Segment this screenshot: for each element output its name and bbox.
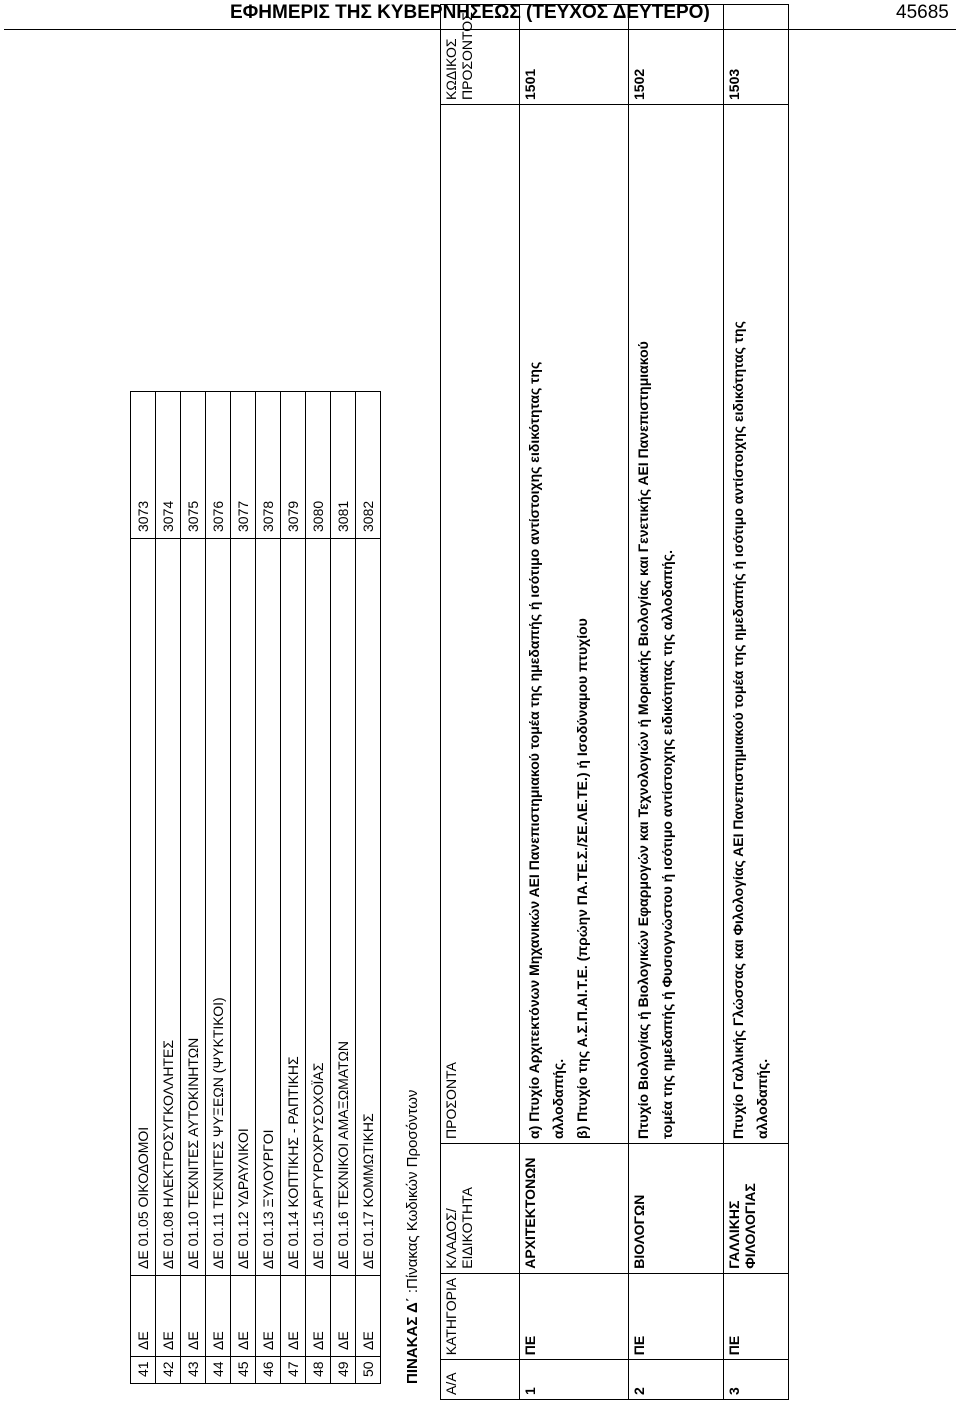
caption-label: ΠΙΝΑΚΑΣ Δ΄ [404, 1297, 421, 1384]
row-specialty: ΔΕ 01.12 ΥΔΡΑΥΛΙΚΟΙ [231, 539, 256, 1276]
row-specialty: ΔΕ 01.08 ΗΛΕΚΤΡΟΣΥΓΚΟΛΛΗΤΕΣ [156, 539, 181, 1276]
row-code: 1503 [724, 5, 789, 105]
table-row [156, 392, 181, 1384]
row-specialty: ΔΕ 01.14 ΚΟΠΤΙΚΗΣ - ΡΑΠΤΙΚΗΣ [281, 539, 306, 1276]
row-klados: ΒΙΟΛΟΓΩΝ [629, 1143, 724, 1273]
table-row [356, 392, 381, 1384]
header-code: ΚΩΔΙΚΟΣ ΠΡΟΣΟΝΤΟΣ [441, 5, 520, 105]
table-row [520, 5, 629, 1400]
row-code: 3073 [131, 392, 156, 539]
table-header-row [441, 5, 520, 1400]
table-row [306, 392, 331, 1384]
row-qualifications [520, 104, 629, 1143]
row-category: ΠΕ [520, 1273, 629, 1359]
row-number: 42 [156, 1357, 181, 1384]
row-code: 3074 [156, 392, 181, 539]
row-number: 46 [256, 1357, 281, 1384]
row-number: 3 [724, 1360, 789, 1400]
row-specialty: ΔΕ 01.13 ΞΥΛΟΥΡΓΟΙ [256, 539, 281, 1276]
row-category: ΔΕ [306, 1276, 331, 1357]
row-code: 3077 [231, 392, 256, 539]
header-prosonta: ΠΡΟΣΟΝΤΑ [441, 104, 520, 1143]
table-row [629, 5, 724, 1400]
row-klados: ΓΑΛΛΙΚΗΣ ΦΙΛΟΛΟΓΙΑΣ [724, 1143, 789, 1273]
table-row [181, 392, 206, 1384]
header-category: ΚΑΤΗΓΟΡΙΑ [441, 1273, 520, 1359]
row-qualifications [629, 104, 724, 1143]
table-caption [404, 1090, 421, 1384]
caption-text: :Πίνακας Κωδικών Προσόντων [404, 1089, 421, 1298]
qualification-line: αλλοδαπής. [550, 1058, 566, 1139]
row-code: 3080 [306, 392, 331, 539]
row-number: 43 [181, 1357, 206, 1384]
row-category: ΔΕ [156, 1276, 181, 1357]
row-category: ΔΕ [231, 1276, 256, 1357]
row-code: 1502 [629, 5, 724, 105]
row-number: 47 [281, 1357, 306, 1384]
table-row [256, 392, 281, 1384]
row-category: ΔΕ [331, 1276, 356, 1357]
qualifications-code-table [440, 4, 789, 1400]
page-number: 45685 [896, 2, 949, 23]
row-specialty: ΔΕ 01.05 ΟΙΚΟΔΟΜΟΙ [131, 539, 156, 1276]
header-aa: Α/Α [441, 1360, 520, 1400]
row-klados: ΑΡΧΙΤΕΚΤΟΝΩΝ [520, 1143, 629, 1273]
row-specialty: ΔΕ 01.17 ΚΟΜΜΩΤΙΚΗΣ [356, 539, 381, 1276]
row-category: ΔΕ [131, 1276, 156, 1357]
row-specialty: ΔΕ 01.10 ΤΕΧΝΙΤΕΣ ΑΥΤΟΚΙΝΗΤΩΝ [181, 539, 206, 1276]
table-row [131, 392, 156, 1384]
row-number: 44 [206, 1357, 231, 1384]
row-specialty: ΔΕ 01.11 ΤΕΧΝΙΤΕΣ ΨΥΞΕΩΝ (ΨΥΚΤΙΚΟΙ) [206, 539, 231, 1276]
table-row [206, 392, 231, 1384]
row-specialty: ΔΕ 01.15 ΑΡΓΥΡΟΧΡΥΣΟΧΟΪΑΣ [306, 539, 331, 1276]
table-row [331, 392, 356, 1384]
row-qualifications [724, 104, 789, 1143]
row-number: 50 [356, 1357, 381, 1384]
row-number: 45 [231, 1357, 256, 1384]
row-category: ΔΕ [256, 1276, 281, 1357]
qualification-line: α) Πτυχίο Αρχιτεκτόνων Μηχανικών ΑΕΙ Πανεπιστημιακού τομέα της ημεδαπής ή ισότιμο αντίστοιχης ειδικότητας της [526, 361, 542, 1139]
row-category: ΔΕ [181, 1276, 206, 1357]
row-category: ΠΕ [629, 1273, 724, 1359]
row-code: 1501 [520, 5, 629, 105]
row-number: 48 [306, 1357, 331, 1384]
row-code: 3078 [256, 392, 281, 539]
row-number: 41 [131, 1357, 156, 1384]
page-header-title: ΕΦΗΜΕΡΙΣ ΤΗΣ ΚΥΒΕΡΝΗΣΕΩΣ (ΤΕΥΧΟΣ ΔΕΥΤΕΡΟ) [230, 2, 710, 23]
qualification-line: τομέα της ημεδαπής ή Φυσιογνώστου ή ισότιμο αντίστοιχης ειδικότητας της αλλοδαπής. [659, 550, 675, 1139]
qualification-line: Πτυχίο Γαλλικής Γλώσσας και Φιλολογίας ΑΕΙ Πανεπιστημιακού τομέα της ημεδαπής ή ισότιμο αντίστοιχης ειδικότητας της [730, 321, 746, 1139]
row-number: 49 [331, 1357, 356, 1384]
row-code: 3081 [331, 392, 356, 539]
specialties-code-table [130, 391, 381, 1384]
row-number: 1 [520, 1360, 629, 1400]
row-category: ΔΕ [356, 1276, 381, 1357]
table-row [281, 392, 306, 1384]
qualification-line: Πτυχίο Βιολογίας ή Βιολογικών Εφαρμογών και Τεχνολογιών ή Μοριακής Βιολογίας και Γενετικής ΑΕΙ Πανεπιστημιακού [635, 341, 651, 1139]
qualification-line: β) Πτυχίο της Α.Σ.Π.ΑΙ.Τ.Ε. (πρώην ΠΑ.ΤΕ.Σ./ΣΕ.ΛΕ.ΤΕ.) ή Ισοδύναμου πτυχίου [574, 618, 590, 1139]
row-category: ΔΕ [206, 1276, 231, 1357]
row-code: 3079 [281, 392, 306, 539]
table-row [231, 392, 256, 1384]
row-number: 2 [629, 1360, 724, 1400]
row-code: 3082 [356, 392, 381, 539]
rotated-content [0, 4, 960, 1404]
row-specialty: ΔΕ 01.16 ΤΕΧΝΙΚΟΙ ΑΜΑΞΩΜΑΤΩΝ [331, 539, 356, 1276]
row-category: ΔΕ [281, 1276, 306, 1357]
row-code: 3075 [181, 392, 206, 539]
row-category: ΠΕ [724, 1273, 789, 1359]
header-klados: ΚΛΑΔΟΣ/ΕΙΔΙΚΟΤΗΤΑ [441, 1143, 520, 1273]
row-code: 3076 [206, 392, 231, 539]
qualification-line: αλλοδαπής. [754, 1058, 770, 1139]
table-row [724, 5, 789, 1400]
